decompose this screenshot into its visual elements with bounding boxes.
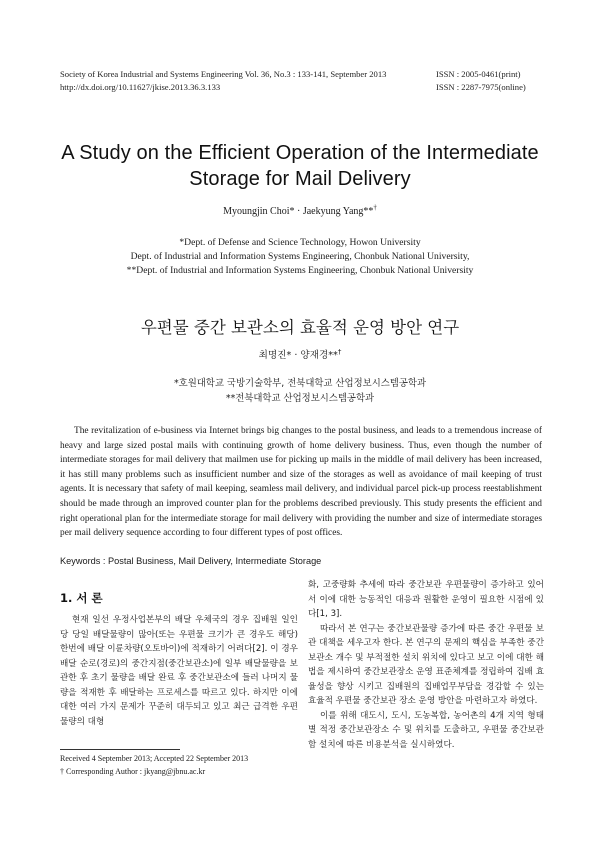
affiliations-ko [40,376,560,406]
keywords-separator: : [100,556,109,566]
journal-citation: Society of Korea Industrial and Systems Engineering Vol. 36, No.3 : 133-141, September 2013 [60,69,387,79]
intro-paragraph-2: 따라서 본 연구는 중간보관물량 증가에 따른 중간 우편물 보관 대책을 세우고자 한다. 본 연구의 문제의 핵심을 부족한 중간보관소 개수 및 부적절한 설치 위치에 있다고 보고 이에 대한 해법을 제시하여 중간보관장소 운영 표준체계를 정립하여 집배 효율성을 향상 시키고 집배원의 집배업무부담을 경감할 수 있는 효율적 우편물 중간보관 장소 운영 방안을 마련하고자 하였다. [308,623,544,706]
paper-title-en [40,140,560,192]
affiliation-en-3: **Dept. of Industrial and Information Systems Engineering, Chonbuk National University [126,265,474,276]
footnote-rule [60,749,180,750]
intro-paragraph-1: 현재 일선 우정사업본부의 배달 우체국의 경우 집배원 일인당 당일 배달물량이 많아(또는 우편물 크기가 큰 경우도 해당) 한번에 배달 이륜차량(오토바이)에 적재하기 어려다[2]. 이 경우 배달 순로(경로)의 중간지점(중간보관소)에 일부 배달물량을 보관한 후 초기 물량을 배달 완료 후 중간보관소에 들러 나머지 물량을 적재한 후 배달하는 프로세스를 따르고 있다. 하지만 이에 대한 여러 가지 문제가 꾸준히 대두되고 있고 최근 급격한 우편물량의 대형 [60,615,298,727]
authors-ko-names: 최명진* · 양재경** [258,350,338,361]
keywords-list: Postal Business, Mail Delivery, Intermediate Storage [108,556,322,566]
doi-link[interactable]: http://dx.doi.org/10.11627/jkise.2013.36.3.133 [60,82,221,92]
body-column-left [60,613,298,729]
authors-en [60,203,540,217]
keywords [60,556,540,566]
journal-header [60,68,450,94]
corresponding-author-text: Corresponding Author : jkyang@jbnu.ac.kr [66,766,206,776]
affiliations-en [40,236,560,278]
affiliation-en-1: *Dept. of Defense and Science Technology, Howon University [179,237,421,248]
footnotes [60,753,320,778]
affiliation-ko-1: *호원대학교 국방기술학부, 전북대학교 산업정보시스템공학과 [173,378,427,389]
issn-block [436,68,576,94]
authors-en-names: Myoungjin Choi* · Jaekyung Yang** [223,206,374,217]
paper-title-ko: 우편물 중간 보관소의 효율적 운영 방안 연구 [140,318,460,337]
intro-paragraph-3: 이를 위해 대도시, 도시, 도농복합, 농어촌의 4개 지역 형태 별 적정 중간보관장소 수 및 위치를 도출하고, 우편물 중간보관함 설치에 따른 비용분석을 실시하였다. [308,710,544,750]
body-column-right [308,578,544,752]
section-heading-introduction: 1. 서 론 [60,591,103,605]
keywords-label: Keywords [60,556,101,566]
corresponding-dagger: † [60,766,64,776]
issn-online: ISSN : 2287-7975(online) [436,82,526,92]
corresponding-mark-ko: † [337,347,342,356]
abstract: The revitalization of e-business via Internet brings big changes to the postal business, and leads to a tremendous increase of heavy and large sized postal mails with continuing growth of home delivery business. Thus, even though the number of intermediate storages for mail delivery that mailmen use for picking up mails in the middle of mail delivery has been increased, it has still many problems such as insufficient number and size of the storages as well as avoidance of mail keeping of trust agents. It is necessary that safety of mail keeping, seamless mail delivery, and individual parcel pick-up process reestablishment should be made through an improved counter plan for the problems described previously. This study presents the efficient and right operational plan for the intermediate storage for mail delivery with providing the number and size of intermediate storages per mail delivery sequence according to four different types of post offices. [60,426,542,539]
issn-print: ISSN : 2005-0461(print) [436,69,521,79]
intro-paragraph-1-cont: 화, 고중량화 추세에 따라 중간보관 우편물량이 증가하고 있어서 이에 대한 능동적인 대응과 원활한 운영이 필요한 시점에 있다[1, 3]. [308,580,544,619]
corresponding-mark-en: † [373,203,377,212]
received-date: Received 4 September 2013; Accepted 22 September 2013 [60,754,249,763]
affiliation-ko-2: **전북대학교 산업정보시스템공학과 [225,393,375,404]
title-line-1: A Study on the Efficient Operation of the Intermediate [61,142,539,164]
authors-ko [60,347,540,361]
corresponding-author [60,766,320,779]
affiliation-en-2: Dept. of Industrial and Information Systems Engineering, Chonbuk National University, [130,251,470,262]
title-line-2: Storage for Mail Delivery [189,168,411,190]
